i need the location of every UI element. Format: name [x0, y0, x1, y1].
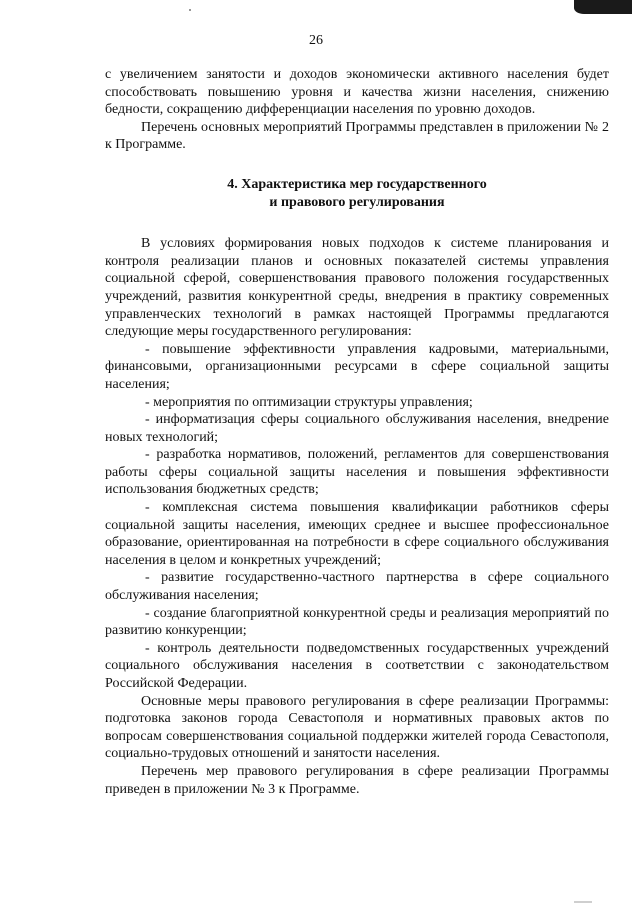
section-heading: [105, 176, 609, 211]
list-item: - разработка нормативов, положений, регламентов для совершенствования работы сферы социальной защиты населения и повышения эффективности использования бюджетных средств;: [105, 447, 609, 498]
paragraph-legal-measures: Основные меры правового регулирования в сфере реализации Программы: подготовка законов города Севастополя и нормативных правовых актов по вопросам совершенствования социальной поддержки жителей города Севастополя, социально-трудовых отношений и занятости населения.: [105, 693, 609, 762]
section-heading-line-2: и правового регулирования: [269, 194, 445, 210]
scan-corner-mark: [574, 0, 632, 14]
page-number: 26: [309, 33, 323, 48]
list-item: - повышение эффективности управления кадровыми, материальными, финансовыми, организационными ресурсами в сфере социальной защиты населения;: [105, 341, 609, 392]
paragraph-intro: В условиях формирования новых подходов к системе планирования и контроля реализации планов и основных показателей системы управления социальной сферой, совершенствования правового положения государственных учреждений, развития конкурентной среды, внедрения в практику современных управленческих технологий в рамках настоящей Программы предлагаются следующие меры государственного регулирования:: [105, 236, 609, 340]
paragraph-appendix-reference: Перечень мер правового регулирования в сфере реализации Программы приведен в приложении № 3 к Программе.: [105, 763, 609, 797]
list-item: - развитие государственно-частного партнерства в сфере социального обслуживания населения;: [105, 570, 609, 604]
list-item: - комплексная система повышения квалификации работников сферы социальной защиты населения, имеющих среднее и высшее профессиональное образование, ориентированная на потребности в сфере социального обслуживания населения в целом и конкретных учреждений;: [105, 500, 609, 568]
paragraph-program-activities: Перечень основных мероприятий Программы представлен в приложении № 2 к Программе.: [105, 119, 609, 153]
list-item: - контроль деятельности подведомственных государственных учреждений социального обслуживания населения в соответствии с законодательством Российской Федерации.: [105, 640, 609, 691]
scan-edge-mark: [574, 901, 592, 903]
list-item: - мероприятия по оптимизации структуры управления;: [145, 394, 473, 410]
list-item: - информатизация сферы социального обслуживания населения, внедрение новых технологий;: [105, 412, 609, 445]
section-heading-line-1: 4. Характеристика мер государственного: [227, 176, 487, 192]
paragraph-continuation: с увеличением занятости и доходов экономически активного населения будет способствовать повышению уровня и качества жизни населения, снижению бедности, сокращению дифференциации населения по уровню доходов.: [105, 67, 609, 118]
scan-speck: [189, 9, 191, 11]
document-body: [105, 66, 609, 798]
list-item: - создание благоприятной конкурентной среды и реализация мероприятий по развитию конкуренции;: [105, 605, 609, 639]
